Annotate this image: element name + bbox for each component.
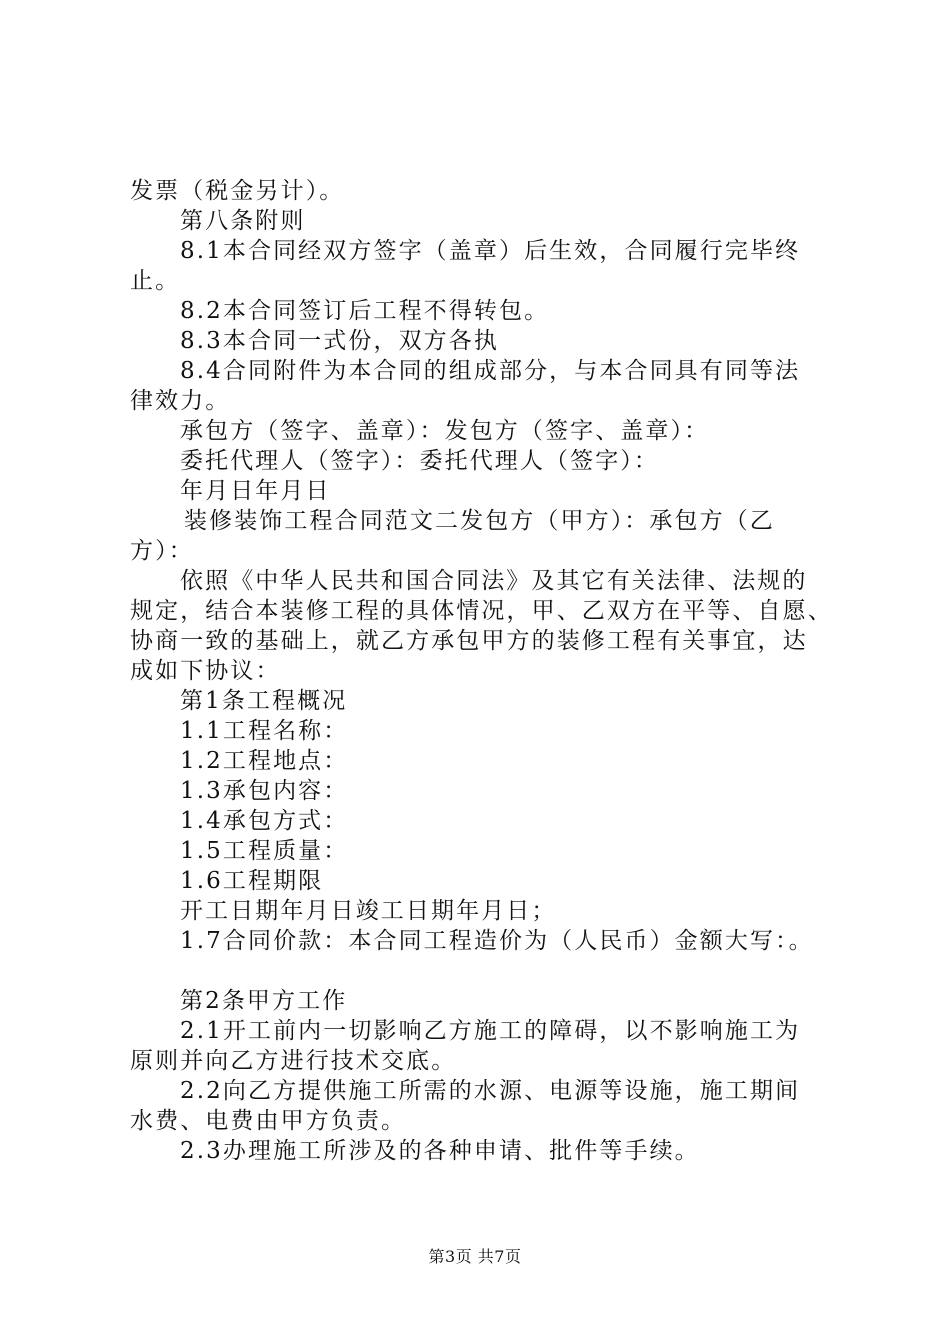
page-number-footer: 第3页 共7页 [428,1247,522,1266]
text-line: 8.3本合同一式份，双方各执 [180,328,499,354]
text-line: 发票（税金另计）。 [130,178,345,204]
text-line: 律效力。 [130,388,231,414]
signature-line: 委托代理人（签字）：委托代理人（签字）： [180,448,659,474]
section-heading: 第2条甲方工作 [180,988,348,1014]
text-line: 依照《中华人民共和国合同法》及其它有关法律、法规的 [180,568,808,594]
text-line: 1.2工程地点： [180,748,349,774]
text-line: 止。 [130,268,181,294]
date-line: 年月日年月日 [180,478,331,504]
text-line: 协商一致的基础上，就乙方承包甲方的装修工程有关事宜，达 [130,628,808,654]
text-line: 1.6工程期限 [180,868,324,894]
text-line: 1.5工程质量： [180,838,349,864]
signature-line: 承包方（签字、盖章）：发包方（签字、盖章）： [180,418,710,444]
section-heading: 第八条附则 [180,208,306,234]
text-line: 8.2本合同签订后工程不得转包。 [180,298,550,324]
text-line: 1.7合同价款：本合同工程造价为（人民币）金额大写：。 [180,928,814,954]
text-line: 原则并向乙方进行技术交底。 [130,1048,457,1074]
section-heading: 第1条工程概况 [180,688,348,714]
text-line: 2.3办理施工所涉及的各种申请、批件等手续。 [180,1138,700,1164]
text-line: 2.2向乙方提供施工所需的水源、电源等设施，施工期间 [180,1078,801,1104]
text-line: 方）： [130,538,194,564]
text-line: 成如下协议： [130,658,281,684]
document-body [130,176,833,1166]
text-line: 8.4合同附件为本合同的组成部分，与本合同具有同等法 [180,358,801,384]
text-line: 1.4承包方式： [180,808,349,834]
contract-title: 装修装饰工程合同范文二发包方（甲方）：承包方（乙 [184,508,775,534]
text-line: 2.1开工前内一切影响乙方施工的障碍，以不影响施工为 [180,1018,801,1044]
text-line: 8.1本合同经双方签字（盖章）后生效，合同履行完毕终 [180,238,801,264]
text-line: 水费、电费由甲方负责。 [130,1108,407,1134]
text-line: 1.3承包内容： [180,778,349,804]
text-line: 1.1工程名称： [180,718,349,744]
blank-line [130,956,830,986]
text-line: 规定，结合本装修工程的具体情况，甲、乙双方在平等、自愿、 [130,598,833,624]
text-line: 开工日期年月日竣工日期年月日； [180,898,557,924]
